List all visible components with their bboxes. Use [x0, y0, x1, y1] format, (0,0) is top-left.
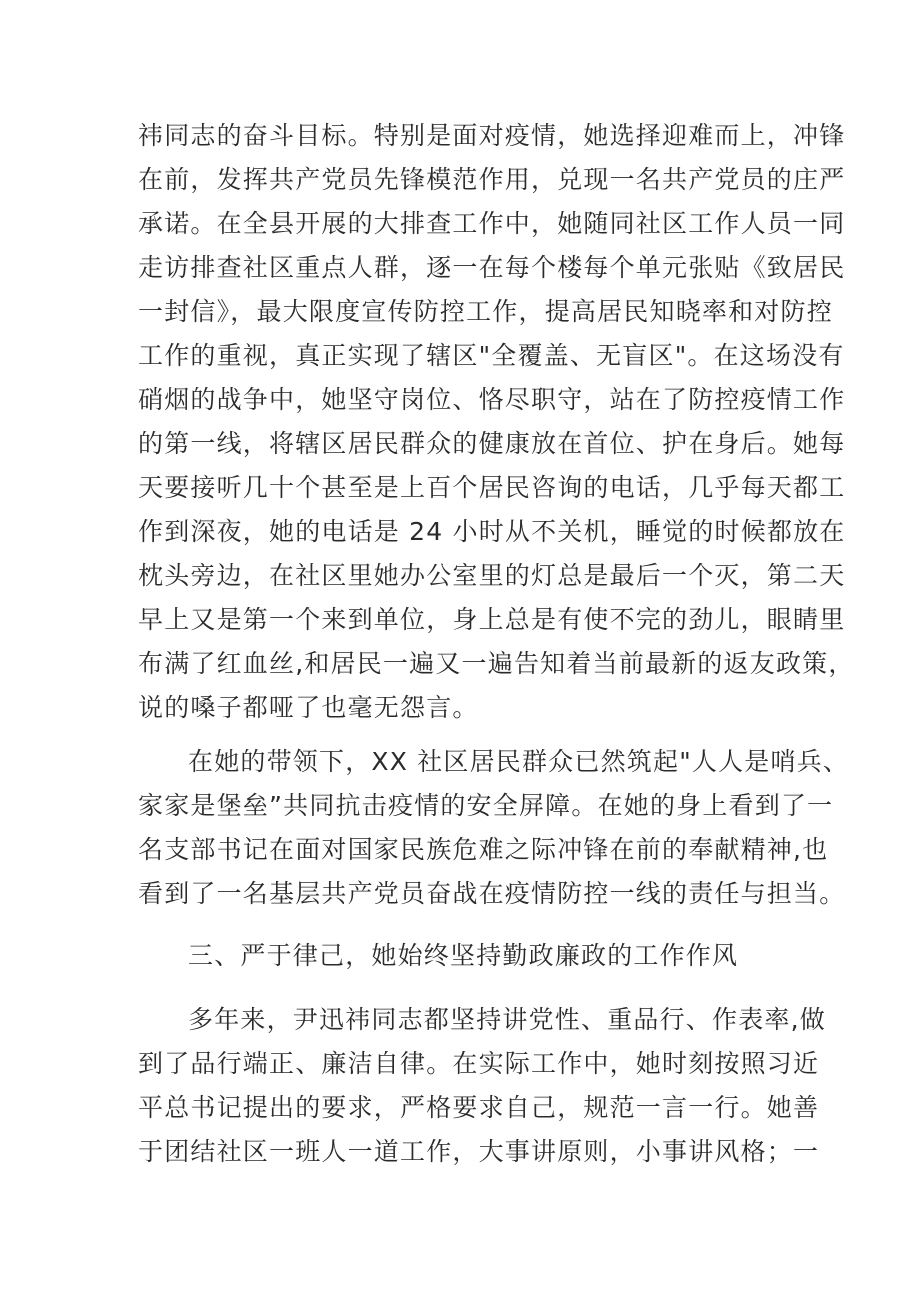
text-line: 平总书记提出的要求，严格要求自己，规范一言一行。她善	[138, 1093, 820, 1122]
text-line: 到了品行端正、廉洁自律。在实际工作中，她时刻按照习近	[138, 1049, 820, 1078]
text-line: 看到了一名基层共产党员奋战在疫情防控一线的责任与担当。	[138, 879, 846, 908]
text-line: 名支部书记在面对国家民族危难之际冲锋在前的奉献精神,也	[138, 835, 829, 864]
text-line: 承诺。在全县开展的大排查工作中，她随同社区工作人员一同	[138, 209, 846, 238]
text-line: 枕头旁边，在社区里她办公室里的灯总是最后一个灭，第二天	[138, 561, 846, 590]
text-line: 硝烟的战争中，她坚守岗位、恪尽职守，站在了防控疫情工作	[138, 385, 846, 414]
paragraph-first-line: 在她的带领下，XX 社区居民群众已然筑起"人人是哨兵、	[188, 747, 850, 776]
text-line: 于团结社区一班人一道工作，大事讲原则，小事讲风格；一	[138, 1137, 820, 1166]
section-heading: 三、严于律己，她始终坚持勤政廉政的工作作风	[188, 941, 739, 970]
text-line: 一封信》，最大限度宣传防控工作，提高居民知晓率和对防控	[138, 297, 833, 326]
text-line: 祎同志的奋斗目标。特别是面对疫情，她选择迎难而上，冲锋	[138, 121, 846, 150]
text-line: 在前，发挥共产党员先锋模范作用，兑现一名共产党员的庄严	[138, 165, 846, 194]
text-line: 作到深夜，她的电话是 24 小时从不关机，睡觉的时候都放在	[138, 517, 846, 546]
text-line: 走访排查社区重点人群，逐一在每个楼每个单元张贴《致居民	[138, 253, 846, 282]
text-line: 家家是堡垒”共同抗击疫情的安全屏障。在她的身上看到了一	[138, 791, 834, 820]
paragraph-first-line: 多年来，尹迅祎同志都坚持讲党性、重品行、作表率,做	[188, 1005, 826, 1034]
text-line: 的第一线，将辖区居民群众的健康放在首位、护在身后。她每	[138, 429, 846, 458]
text-line: 布满了红血丝,和居民一遍又一遍告知着当前最新的返友政策，	[138, 649, 855, 678]
text-line: 说的嗓子都哑了也毫无怨言。	[138, 693, 479, 722]
text-line: 工作的重视，真正实现了辖区"全覆盖、无盲区"。在这场没有	[138, 341, 845, 370]
text-line: 早上又是第一个来到单位，身上总是有使不完的劲儿，眼睛里	[138, 605, 846, 634]
text-line: 天要接听几十个甚至是上百个居民咨询的电话，几乎每天都工	[138, 473, 846, 502]
